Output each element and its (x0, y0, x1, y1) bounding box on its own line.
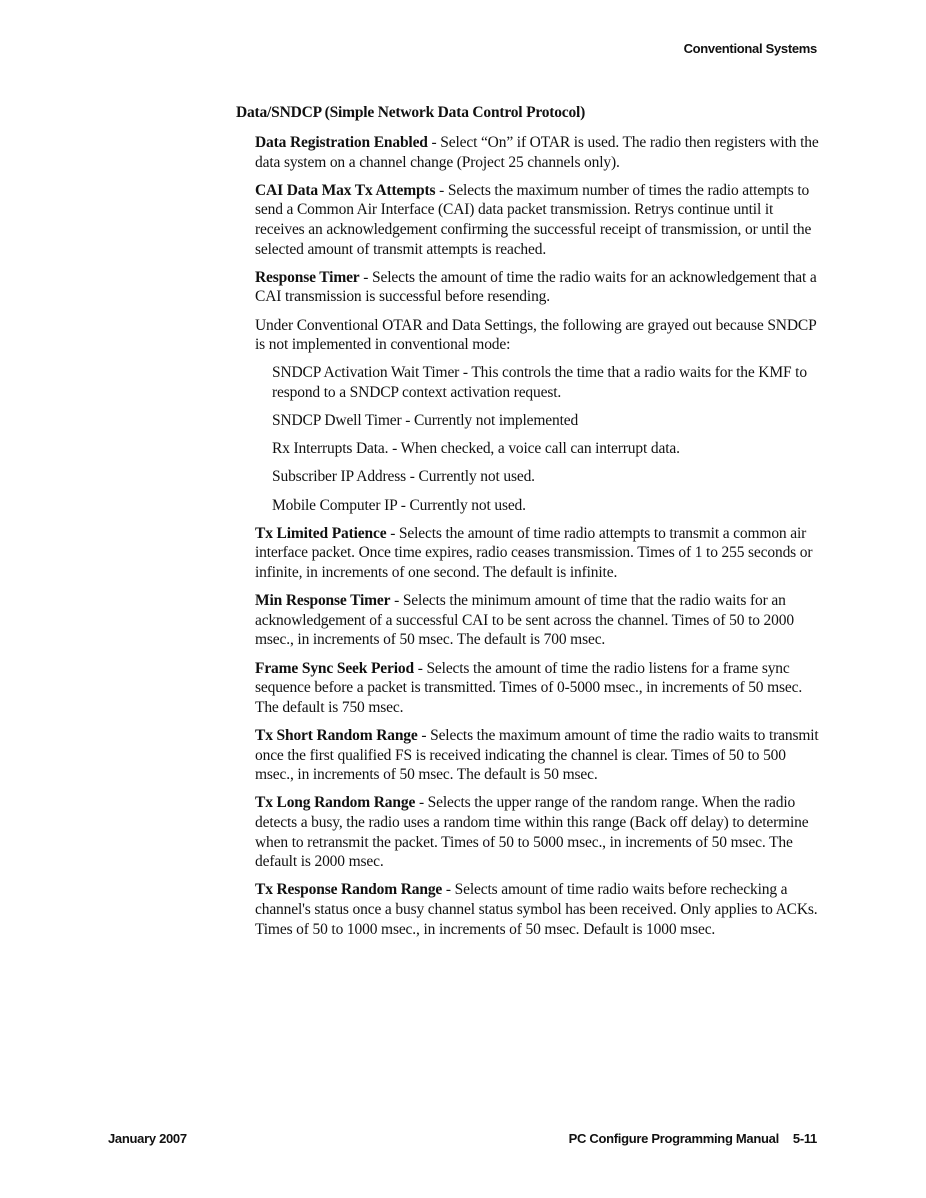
section-title: Data/SNDCP (Simple Network Data Control Protocol) (236, 104, 586, 121)
footer-manual-info (569, 1131, 817, 1146)
definition: - Selects the amount of time the radio listens for a frame sync sequence before a packet is transmitted. Times of 0-5000 msec., in increments of 50 msec. The default is 750 msec. (255, 659, 803, 716)
paragraph-tx-response-random-range (255, 880, 821, 939)
document-body (255, 133, 821, 948)
term: Tx Short Random Range (255, 726, 418, 744)
term: Data Registration Enabled (255, 134, 428, 151)
paragraph-min-response-timer (255, 591, 821, 650)
definition: - Selects the minimum amount of time that the radio waits for an acknowledgement of a successful CAI to be sent across the channel. Times of 50 to 2000 msec., in increments of 50 msec. The default is 700 msec. (255, 592, 794, 649)
term: CAI Data Max Tx Attempts (255, 181, 436, 199)
grayed-item-mobile-computer-ip: Mobile Computer IP - Currently not used. (272, 496, 526, 514)
paragraph-cai-data-max-tx-attempts (255, 181, 821, 259)
grayed-item-sndcp-activation-wait-timer: SNDCP Activation Wait Timer - This controls the time that a radio waits for the KMF to respond to a SNDCP context activation request. (272, 364, 807, 401)
grayed-item-sndcp-dwell-timer: SNDCP Dwell Timer - Currently not implemented (272, 412, 579, 430)
term: Tx Response Random Range (255, 881, 443, 899)
definition: - Selects the maximum number of times the radio attempts to send a Common Air Interface (CAI) data packet transmission. Retrys continue until it receives an acknowledgement confirming the successful receipt of transmission, or until the selected amount of transmit attempts is reached. (255, 181, 812, 258)
paragraph-data-registration-enabled (255, 133, 821, 172)
paragraph-response-timer (255, 268, 821, 307)
paragraph-frame-sync-seek-period (255, 659, 821, 718)
term: Frame Sync Seek Period (255, 659, 414, 677)
footer-date: January 2007 (108, 1131, 187, 1146)
definition: - Selects the amount of time the radio waits for an acknowledgement that a CAI transmission is successful before resending. (255, 268, 817, 306)
grayed-out-intro: Under Conventional OTAR and Data Settings, the following are grayed out because SNDCP is not implemented in conventional mode: (255, 316, 816, 354)
term: Tx Long Random Range (255, 794, 416, 812)
definition: - Selects the maximum amount of time the radio waits to transmit once the first qualified FS is received indicating the channel is clear. Times of 50 to 500 msec., in increments of 50 msec. The default is 50 msec. (255, 726, 819, 784)
grayed-item-subscriber-ip-address: Subscriber IP Address - Currently not used. (272, 468, 535, 486)
definition: - Select “On” if OTAR is used. The radio then registers with the data system on a channel change (Project 25 channels only). (255, 134, 819, 171)
running-header: Conventional Systems (683, 41, 817, 56)
paragraph-tx-limited-patience (255, 524, 821, 583)
definition: - Selects the upper range of the random range. When the radio detects a busy, the radio uses a random time within this range (Back off delay) to determine when to retransmit the packet. Times of 50 to 5000 msec., in increments of 50 msec. The default is 2000 msec. (255, 794, 809, 871)
footer-manual-title: PC Configure Programming Manual (568, 1131, 779, 1146)
paragraph-tx-long-random-range (255, 793, 821, 871)
term: Min Response Timer (255, 592, 391, 610)
page-number: 5-11 (792, 1131, 817, 1146)
term: Tx Limited Patience (255, 524, 387, 542)
definition: - Selects the amount of time radio attempts to transmit a common air interface packet. Once time expires, radio ceases transmission. Times of 1 to 255 seconds or infinite, in increments of one second. The default is infinite. (255, 524, 813, 582)
grayed-item-rx-interrupts-data: Rx Interrupts Data. - When checked, a voice call can interrupt data. (272, 440, 680, 458)
definition: - Selects amount of time radio waits before rechecking a channel's status once a busy channel status symbol has been received. Only applies to ACKs. Times of 50 to 1000 msec., in increments of 50 msec. Default is 1000 msec. (255, 881, 818, 938)
paragraph-tx-short-random-range (255, 726, 821, 785)
term: Response Timer (255, 268, 360, 286)
